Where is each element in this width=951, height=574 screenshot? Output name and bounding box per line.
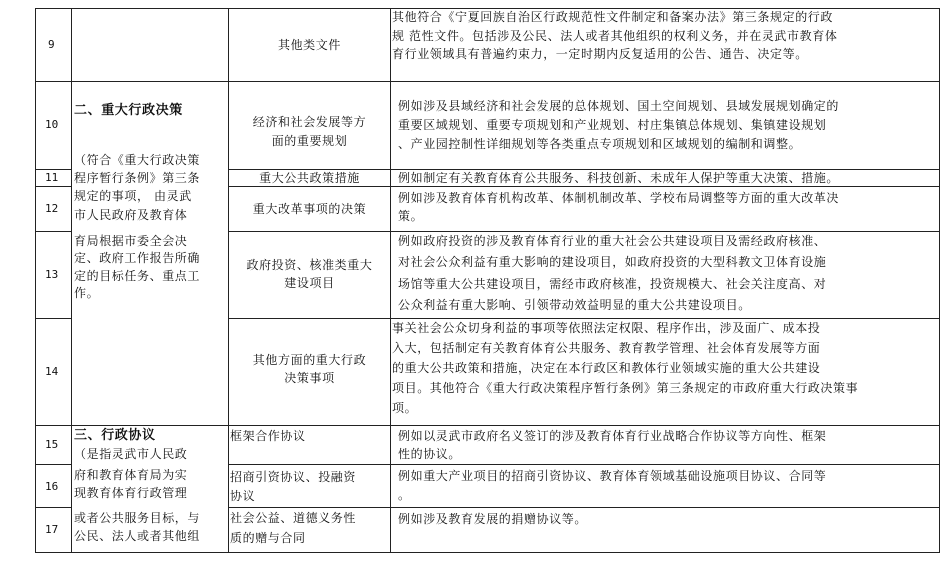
description-line: 入大，包括制定有关教育体育公共服务、教育教学管理、社会体育发展等方面 <box>392 341 821 355</box>
description-line: 、产业园控制性详细规划等各类重点专项规划和区域规划的编制和调整。 <box>398 137 802 151</box>
row-divider <box>35 425 939 426</box>
row-divider <box>228 186 939 187</box>
item-label: 质的赠与合同 <box>230 531 306 545</box>
item-label: 重大公共政策措施 <box>259 171 360 185</box>
table-border-bottom <box>35 552 939 553</box>
description-line: 重要区域规划、重要专项规划和产业规划、村庄集镇总体规划、集镇建设规划 <box>398 118 827 132</box>
description-line: 其他符合《宁夏回族自治区行政规范性文件制定和备案办法》第三条规定的行政 <box>392 10 834 24</box>
description-line: 规 范性文件。包括涉及公民、法人或者其他组织的权利义务，并在灵武市教育体 <box>392 29 838 43</box>
description-line: 策。 <box>398 209 424 223</box>
description-line: 例如涉及县域经济和社会发展的总体规划、国土空间规划、县域发展规划确定的 <box>398 99 840 113</box>
item-label: 框架合作协议 <box>230 429 306 443</box>
table-border-left <box>35 8 36 553</box>
description-line: 事关社会公众切身利益的事项等依照法定权限、程序作出，涉及面广、成本投 <box>392 321 821 335</box>
category-note-line: 育局根据市委全会决 <box>74 234 188 248</box>
item-label: 协议 <box>230 489 256 503</box>
item-label: 其他方面的重大行政 <box>252 353 367 367</box>
row-divider <box>35 507 71 508</box>
row-divider <box>35 81 939 82</box>
description-line: 公众利益有重大影响、引领带动效益明显的重大公共建设项目。 <box>398 298 751 312</box>
row-divider <box>35 318 71 319</box>
row-divider <box>35 186 71 187</box>
item-label: 建设项目 <box>284 276 335 290</box>
category-title: 三、行政协议 <box>74 428 156 443</box>
row-divider <box>35 464 71 465</box>
row-number: 16 <box>45 480 59 493</box>
category-note-line: 作。 <box>74 286 100 300</box>
description-line: 例如涉及教育发展的捐赠协议等。 <box>398 512 588 526</box>
item-label: 经济和社会发展等方 <box>252 115 367 129</box>
row-number: 9 <box>48 38 55 51</box>
item-label: 社会公益、道德义务性 <box>230 511 357 525</box>
description-line: 的重大公共政策和措施，决定在本行政区和教体行业领域实施的重大公共建设 <box>392 361 821 375</box>
category-note-line: 市人民政府及教育体 <box>74 208 188 222</box>
row-divider <box>228 318 939 319</box>
item-label: 重大改革事项的决策 <box>252 202 367 216</box>
category-note-line: 现教育体育行政管理 <box>74 486 188 500</box>
description-line: 项目。其他符合《重大行政决策程序暂行条例》第三条规定的市政府重大行政决策事 <box>392 381 859 395</box>
column-divider <box>390 8 391 553</box>
item-label: 其他类文件 <box>277 38 341 52</box>
category-note-line: 定、政府工作报告所确 <box>74 251 201 265</box>
row-number: 10 <box>45 118 59 131</box>
category-note-line: 定的目标任务、重点工 <box>74 269 201 283</box>
row-number: 15 <box>45 438 59 451</box>
category-note-line: 公民、法人或者其他组 <box>74 529 201 543</box>
category-note-line: 或者公共服务目标，与 <box>74 511 201 525</box>
category-note-line: （是指灵武市人民政 <box>74 447 188 461</box>
description-line: 场馆等重大公共建设项目，需经市政府核准，投资规模大、社会关注度高、对 <box>398 277 827 291</box>
row-number: 11 <box>45 171 59 184</box>
description-line: 例如以灵武市政府名义签订的涉及教育体育行业战略合作协议等方向性、框架 <box>398 429 827 443</box>
description-line: 例如制定有关教育体育公共服务、科技创新、未成年人保护等重大决策、措施。 <box>398 171 840 185</box>
description-line: 对社会公众利益有重大影响的建设项目，如政府投资的大型科教文卫体育设施 <box>398 255 827 269</box>
description-line: 例如重大产业项目的招商引资协议、教育体育领域基础设施项目协议、合同等 <box>398 469 827 483</box>
item-label: 面的重要规划 <box>271 134 348 148</box>
row-number: 14 <box>45 365 59 378</box>
row-number: 13 <box>45 268 59 281</box>
item-label: 政府投资、核准类重大 <box>246 258 373 272</box>
row-divider <box>228 231 939 232</box>
row-number: 12 <box>45 202 59 215</box>
table-border-right <box>939 8 940 553</box>
item-label: 决策事项 <box>284 371 335 385</box>
category-note-line: 程序暂行条例》第三条 <box>74 171 201 185</box>
row-divider <box>228 507 939 508</box>
description-line: 性的协议。 <box>398 447 462 461</box>
category-note-line: （符合《重大行政决策 <box>74 153 201 167</box>
description-line: 例如涉及教育体育机构改革、体制机制改革、学校布局调整等方面的重大改革决 <box>398 191 840 205</box>
column-divider <box>71 8 72 553</box>
category-note-line: 府和教育体育局为实 <box>74 468 188 482</box>
row-divider <box>228 464 939 465</box>
row-divider <box>35 231 71 232</box>
description-line: 。 <box>398 488 411 502</box>
category-title: 二、重大行政决策 <box>74 103 183 118</box>
description-line: 育行业领域具有普遍约束力，一定时期内反复适用的公告、通告、决定等。 <box>392 47 808 61</box>
row-number: 17 <box>45 523 59 536</box>
description-line: 项。 <box>392 401 418 415</box>
category-note-line: 规定的事项， 由灵武 <box>74 189 192 203</box>
description-line: 例如政府投资的涉及教育体育行业的重大社会公共建设项目及需经政府核准、 <box>398 234 827 248</box>
item-label: 招商引资协议、投融资 <box>230 470 357 484</box>
